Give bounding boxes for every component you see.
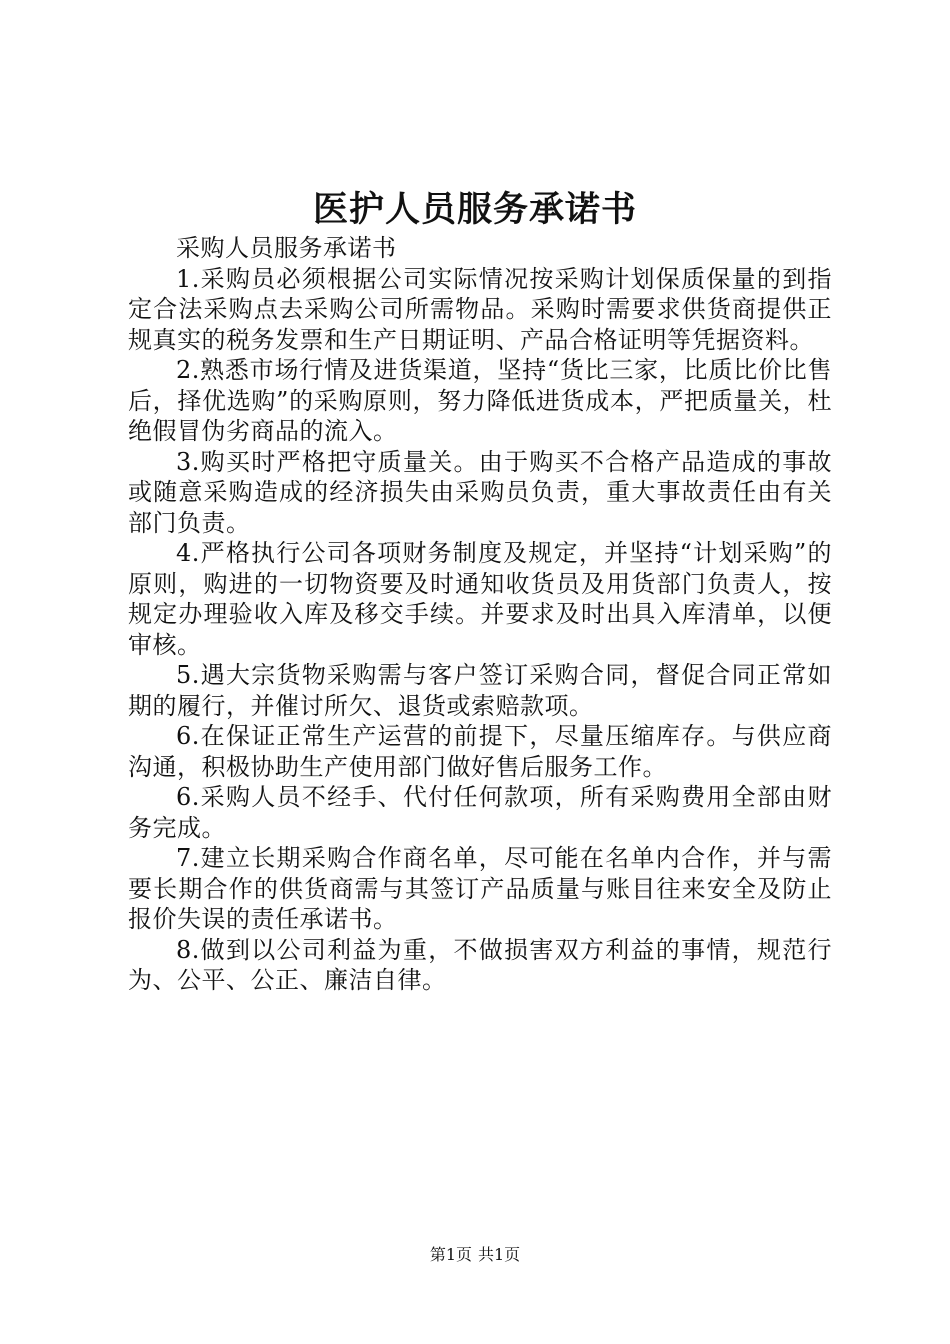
paragraph-3: 3.购买时严格把守质量关。由于购买不合格产品造成的事故或随意采购造成的经济损失由采购员负责，重大事故责任由有关部门负责。 <box>128 447 832 537</box>
document-subtitle: 采购人员服务承诺书 <box>176 234 397 262</box>
paragraph-9: 8.做到以公司利益为重，不做损害双方利益的事情，规范行为、公平、公正、廉洁自律。 <box>128 935 832 994</box>
paragraph-7: 6.采购人员不经手、代付任何款项，所有采购费用全部由财务完成。 <box>128 783 832 842</box>
document-body <box>128 233 832 996</box>
document-title: 医护人员服务承诺书 <box>312 189 637 230</box>
page-footer <box>0 1244 950 1266</box>
page-total: 共1页 <box>478 1245 521 1264</box>
paragraph-4: 4.严格执行公司各项财务制度及规定，并坚持“计划采购”的原则，购进的一切物资要及时通知收货员及用货部门负责人，按规定办理验收入库及移交手续。并要求及时出具入库清单，以便审核。 <box>128 539 832 659</box>
paragraph-5: 5.遇大宗货物采购需与客户签订采购合同，督促合同正常如期的履行，并催讨所欠、退货或索赔款项。 <box>128 661 832 720</box>
page-number: 第1页 <box>429 1245 472 1264</box>
paragraph-1: 1.采购员必须根据公司实际情况按采购计划保质保量的到指定合法采购点去采购公司所需物品。采购时需要求供货商提供正规真实的税务发票和生产日期证明、产品合格证明等凭据资料。 <box>128 264 832 354</box>
paragraph-6: 6.在保证正常生产运营的前提下，尽量压缩库存。与供应商沟通，积极协助生产使用部门做好售后服务工作。 <box>128 722 832 781</box>
paragraph-8: 7.建立长期采购合作商名单，尽可能在名单内合作，并与需要长期合作的供货商需与其签订产品质量与账目往来安全及防止报价失误的责任承诺书。 <box>128 844 832 933</box>
paragraph-2: 2.熟悉市场行情及进货渠道，坚持“货比三家，比质比价比售后，择优选购”的采购原则，努力降低进货成本，严把质量关，杜绝假冒伪劣商品的流入。 <box>128 356 832 445</box>
